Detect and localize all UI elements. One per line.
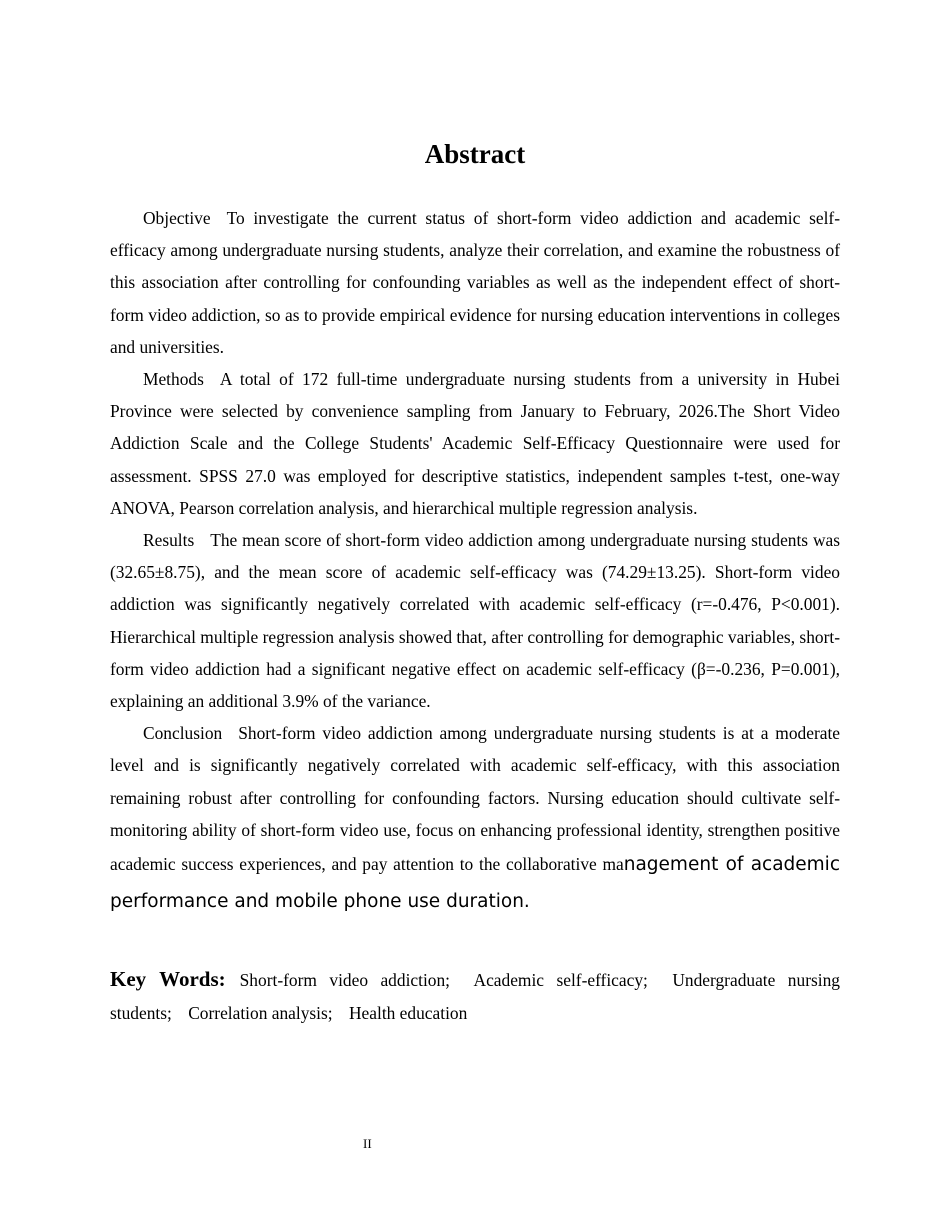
objective-text: To investigate the current status of short-form video addiction and academic self-efficacy among undergraduate nursing students, analyze their correlation, and examine the robustness of this association after controlling for confounding variables as well as the independent effect of short-form video addiction, so as to provide empirical evidence for nursing education interventions in colleges and universities. [110, 208, 840, 357]
methods-paragraph [110, 363, 840, 524]
keywords-section [110, 963, 840, 1030]
results-text: The mean score of short-form video addiction among undergraduate nursing students was (32.65±8.75), and the mean score of academic self-efficacy was (74.29±13.25). Short-form video addiction was significantly negatively correlated with academic self-efficacy (r=-0.476, P<0.001). Hierarchical multiple regression analysis showed that, after controlling for demographic variables, short-form video addiction had a significant negative effect on academic self-efficacy (β=-0.236, P=0.001), explaining an additional 3.9% of the variance. [110, 530, 840, 712]
results-label: Results [143, 530, 195, 551]
conclusion-paragraph [110, 717, 840, 920]
conclusion-text: Short-form video addiction among undergraduate nursing students is at a moderate level and is significantly negatively correlated with academic self-efficacy, with this association remaining robust after controlling for confounding factors. Nursing education should cultivate self-monitoring ability of short-form video use, focus on enhancing professional identity, strengthen positive academic success experiences, and pay attention to the collaborative ma [110, 723, 840, 875]
methods-text: A total of 172 full-time undergraduate nursing students from a university in Hubei Province were selected by convenience sampling from January to February, 2026.The Short Video Addiction Scale and the College Students' Academic Self-Efficacy Questionnaire were used for assessment. SPSS 27.0 was employed for descriptive statistics, independent samples t-test, one-way ANOVA, Pearson correlation analysis, and hierarchical multiple regression analysis. [110, 369, 840, 518]
objective-paragraph [110, 202, 840, 363]
page-number: II [363, 1136, 372, 1151]
conclusion-text-tail: nagement of academic performance and mobile phone use duration. [110, 854, 840, 913]
keyword-item: Short-form video addiction; [239, 970, 451, 990]
conclusion-label: Conclusion [143, 723, 223, 744]
abstract-body [110, 202, 840, 920]
keyword-item: Health education [348, 1003, 468, 1023]
keywords-label: Key Words: [110, 967, 226, 991]
keyword-item: Undergraduate nursing students; [110, 970, 840, 1023]
page-title: Abstract [424, 139, 526, 169]
methods-label: Methods [143, 369, 204, 390]
results-paragraph [110, 524, 840, 717]
objective-label: Objective [143, 208, 211, 228]
keyword-item: Academic self-efficacy; [473, 970, 648, 990]
keyword-item: Correlation analysis; [188, 1003, 333, 1023]
